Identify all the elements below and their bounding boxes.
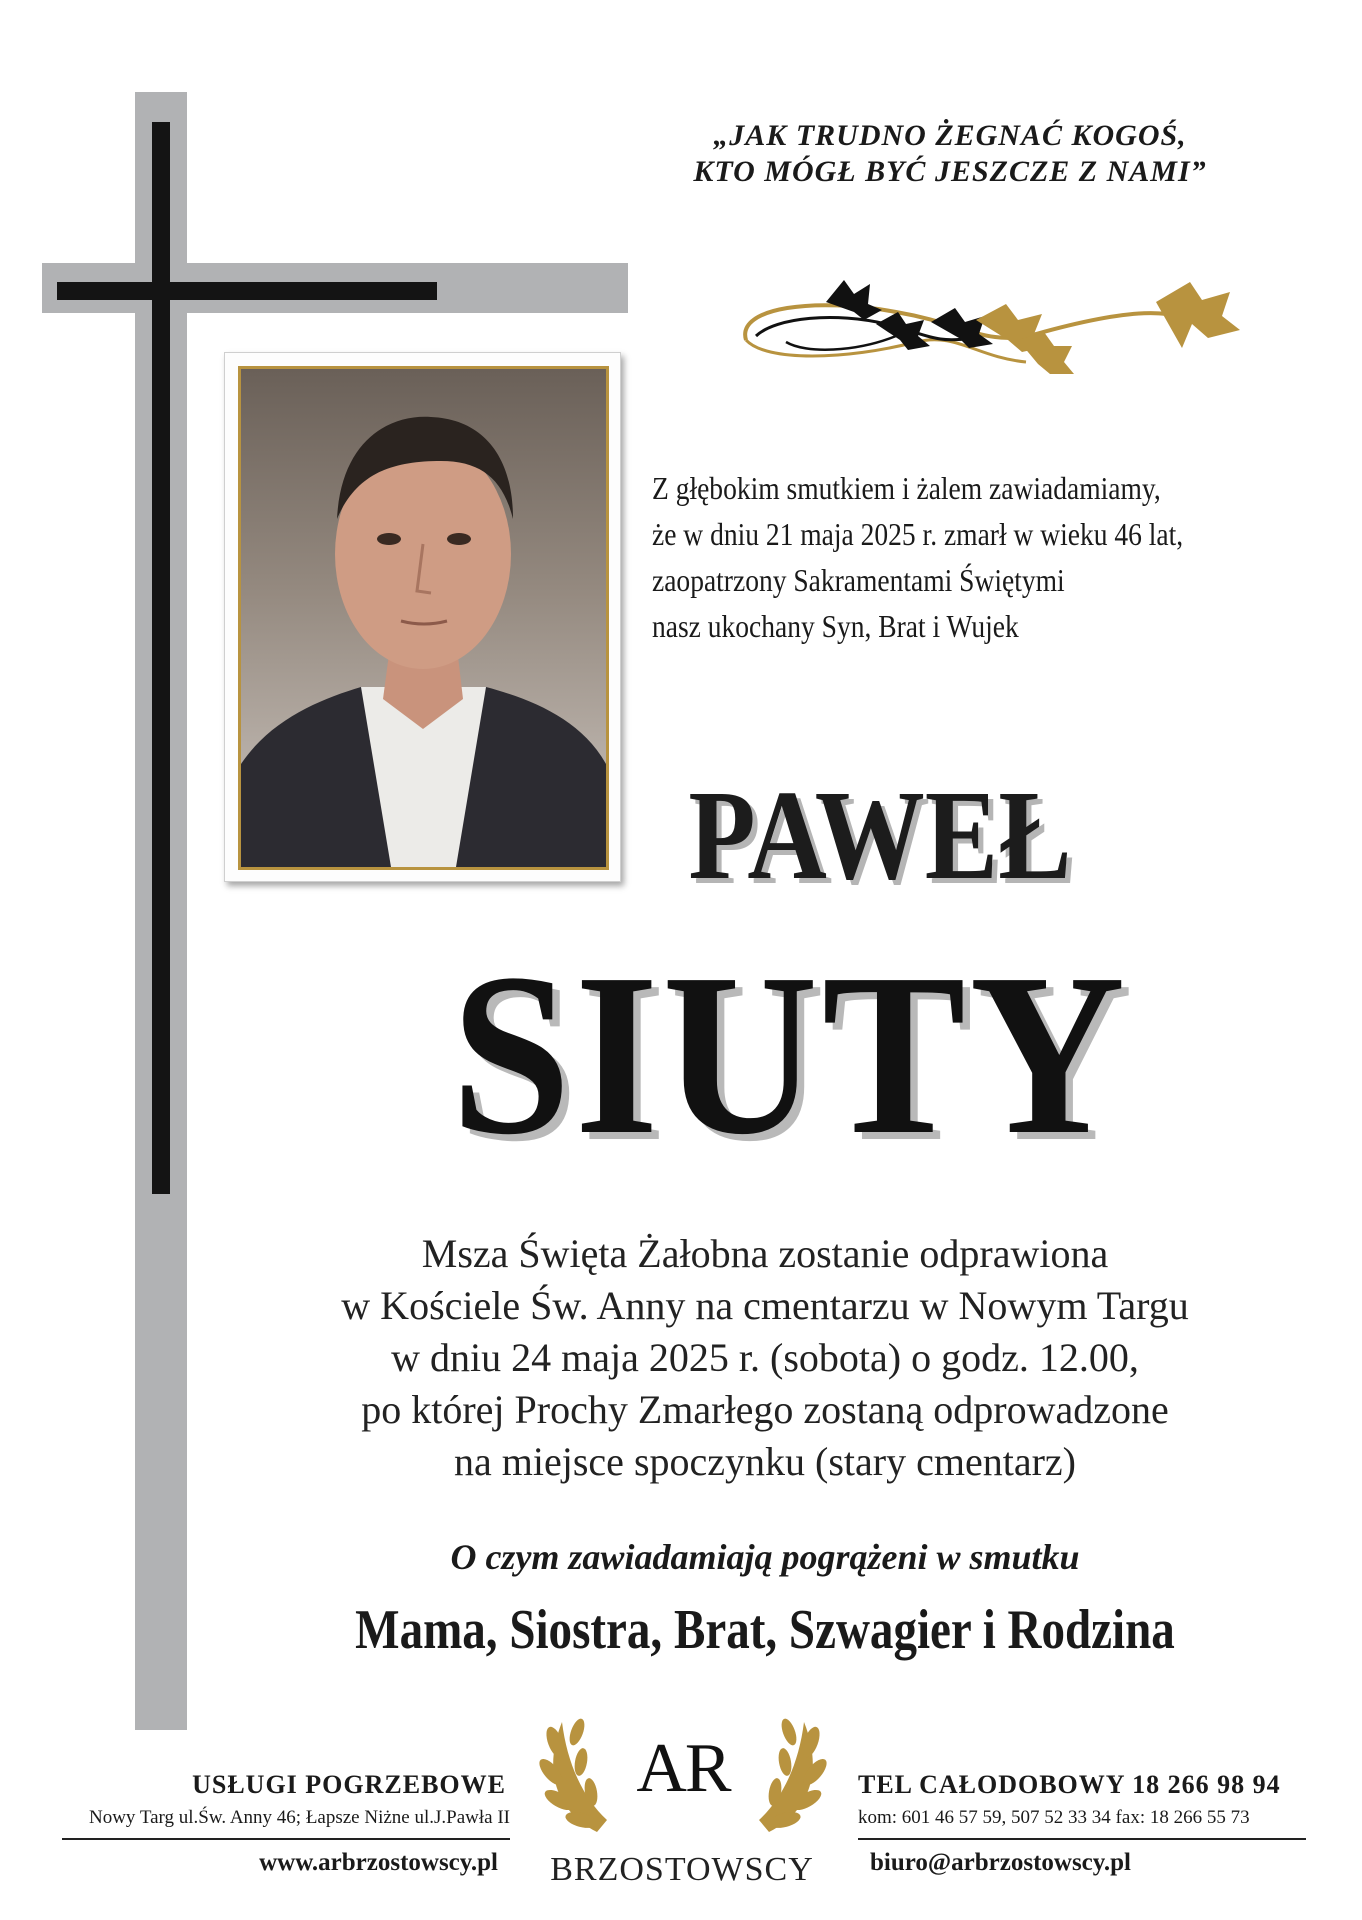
- motto-line-2: KTO MÓGŁ BYĆ JESZCZE Z NAMI”: [693, 155, 1207, 188]
- motto-quote: [600, 118, 1300, 190]
- logo-initials: AR: [636, 1730, 730, 1807]
- mass-line-1: Msza Święta Żałobna zostanie odprawiona: [421, 1231, 1109, 1276]
- portrait-frame: [224, 352, 621, 882]
- announcement-line-3: zaopatrzony Sakramentami Świętymi: [652, 562, 1065, 598]
- funeral-mass-info: [170, 1228, 1360, 1488]
- mourners-intro: O czym zawiadamiają pogrążeni w smutku: [450, 1537, 1080, 1577]
- deceased-first-name: PAWEŁ: [688, 764, 1072, 906]
- funeral-services-title: USŁUGI POGRZEBOWE: [192, 1770, 506, 1799]
- announcement-line-1: Z głębokim smutkiem i żalem zawiadamiamy,: [652, 470, 1161, 506]
- announcement-text: [652, 465, 1220, 649]
- mass-line-5: na miejsce spoczynku (stary cmentarz): [454, 1439, 1076, 1484]
- announcement-line-4: nasz ukochany Syn, Brat i Wujek: [652, 608, 1019, 644]
- email-link[interactable]: biuro@arbrzostowscy.pl: [870, 1849, 1131, 1876]
- motto-line-1: „JAK TRUDNO ŻEGNAĆ KOGOŚ,: [713, 119, 1187, 152]
- logo-company-name: BRZOSTOWSCY: [550, 1851, 814, 1888]
- mass-line-3: w dniu 24 maja 2025 r. (sobota) o godz. 12.00,: [391, 1335, 1139, 1380]
- phone-details: kom: 601 46 57 59, 507 52 33 34 fax: 18 266 55 73: [858, 1807, 1250, 1828]
- deceased-last-name: SIUTY: [450, 926, 1130, 1183]
- portrait-silhouette-icon: [241, 369, 606, 867]
- mourners-names: Mama, Siostra, Brat, Szwagier i Rodzina: [355, 1599, 1175, 1661]
- cross-black-horizontal: [57, 282, 437, 300]
- phone-24h: TEL CAŁODOBOWY 18 266 98 94: [858, 1770, 1281, 1799]
- announcement-line-2: że w dniu 21 maja 2025 r. zmarł w wieku 46 lat,: [652, 516, 1184, 552]
- leaf-vine-ornament-icon: [726, 262, 1266, 400]
- funeral-services-address: Nowy Targ ul.Św. Anny 46; Łapsze Niżne ul.J.Pawła II: [88, 1807, 510, 1828]
- mass-line-2: w Kościele Św. Anny na cmentarzu w Nowym Targu: [341, 1283, 1189, 1328]
- mass-line-4: po której Prochy Zmarłego zostaną odprowadzone: [361, 1387, 1169, 1432]
- footer-divider-right: [858, 1838, 1306, 1840]
- footer-divider-left: [62, 1838, 510, 1840]
- portrait-photo: [238, 366, 609, 870]
- website-link[interactable]: www.arbrzostowscy.pl: [259, 1849, 498, 1876]
